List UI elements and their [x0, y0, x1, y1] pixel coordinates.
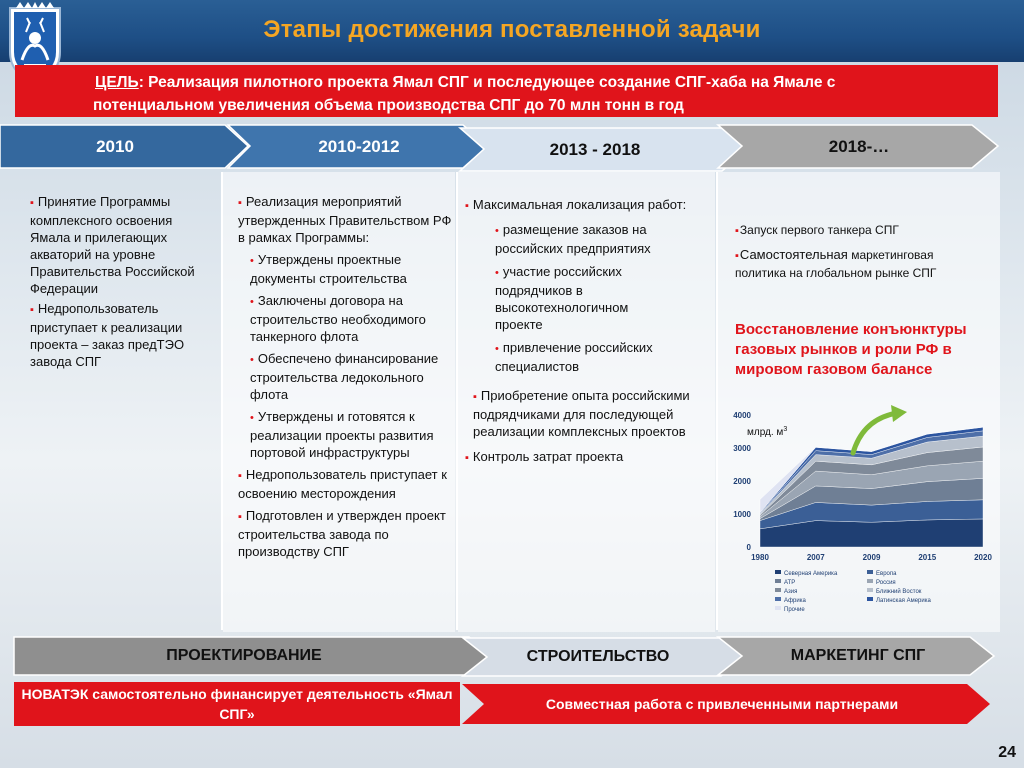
sub-list-item: • Утверждены проектные документы строительства [250, 252, 407, 286]
partners-label: Совместная работа с привлеченными партнерами [545, 696, 899, 712]
phase-label: ПРОЕКТИРОВАНИЕ [166, 647, 322, 664]
y-tick-label: 0 [746, 543, 751, 552]
list-item: ▪Запуск первого танкера СПГ [735, 223, 899, 237]
page-number: 24 [998, 744, 1016, 761]
legend-swatch [867, 579, 873, 583]
unit-label: млрд. $м^3$ [747, 426, 788, 438]
list-item: ▪ Реализация мероприятий утвержденных Правительством РФ в рамках Программы: [238, 194, 452, 245]
column-4-text [735, 222, 985, 282]
phase-label: МАРКЕТИНГ СПГ [790, 647, 926, 664]
legend-label: АТР [784, 580, 796, 586]
legend-swatch [775, 570, 781, 574]
list-item: ▪ Недропользователь приступает к освоению месторождения [238, 467, 447, 501]
sub-list-item: • Обеспечено финансирование строительства ледокольного флота [250, 351, 439, 402]
column-divider [221, 172, 223, 630]
stage-label: 2010-2012 [318, 137, 400, 156]
legend-label: Северная Америка [784, 571, 838, 577]
phase-label: СТРОИТЕЛЬСТВО [526, 648, 670, 665]
list-item: ▪ Принятие Программы комплексного освоения Ямала и прилегающих акваторий на уровне Правительства Российской Федерации [30, 194, 195, 296]
goal-label: ЦЕЛЬ [95, 74, 139, 91]
legend-swatch [867, 588, 873, 592]
y-tick-label: 2000 [733, 477, 751, 486]
goal-banner [15, 65, 998, 117]
sub-list-item: • привлечение российских специалистов [495, 340, 653, 374]
sub-list-item: • Заключены договора на строительство необходимого танкерного флота [250, 293, 426, 344]
column-divider [716, 172, 718, 630]
list-item: ▪ Приобретение опыта российскими подрядчиками для последующей реализации комплексных проектов [473, 388, 690, 439]
y-tick-label: 4000 [733, 411, 751, 420]
financing-note: НОВАТЭК самостоятельно финансирует деятельность «Ямал СПГ» [14, 682, 460, 726]
stage-label: 2018-… [828, 137, 890, 156]
goal-colon: : [138, 74, 144, 91]
phase-design [14, 637, 494, 675]
legend-swatch [867, 597, 873, 601]
x-tick-label: 2007 [806, 553, 825, 562]
legend-swatch [867, 570, 873, 574]
phase-construction [463, 638, 748, 676]
stage-2018 [718, 125, 1000, 168]
legend-swatch [775, 606, 781, 610]
sub-list-item: • участие российских подрядчиков в высокотехнологичном проекте [495, 264, 629, 332]
column-4-highlight: Восстановление конъюнктуры газовых рынков и роли РФ в мировом газовом балансе [735, 321, 967, 378]
legend-label: Азия [784, 589, 798, 595]
legend-label: Россия [876, 580, 896, 586]
legend-label: Африка [784, 598, 806, 604]
legend-label: Европа [876, 571, 897, 577]
goal-line-1: Реализация пилотного проекта Ямал СПГ и последующее создание СПГ-хаба на Ямале с [148, 74, 836, 91]
column-divider [456, 172, 458, 630]
sub-list-item: • размещение заказов на российских предприятиях [495, 222, 651, 256]
legend-label: Латинская Америка [876, 598, 931, 604]
stage-2010-2012 [228, 125, 490, 168]
stage-2010 [0, 125, 250, 168]
list-item: ▪ Подготовлен и утвержден проект строительства завода по производству СПГ [238, 508, 446, 559]
y-tick-label: 1000 [733, 510, 751, 519]
list-item: ▪ Недропользователь приступает к реализации проекта – заказ предТЭО завода СПГ [30, 301, 185, 369]
gas-balance-chart [735, 405, 995, 625]
column-2-text [238, 193, 453, 560]
legend-label: Прочие [784, 607, 805, 613]
column-3-text [465, 196, 713, 467]
list-item: ▪ Максимальная локализация работ: [465, 197, 687, 212]
list-item: ▪ Контроль затрат проекта [465, 449, 624, 464]
sub-list-item: • Утверждены и готовятся к реализации проекты развития портовой инфраструктуры [250, 409, 434, 460]
x-tick-label: 2015 [918, 553, 937, 562]
x-tick-label: 1980 [751, 553, 769, 562]
y-tick-label: 3000 [733, 444, 751, 453]
phase-marketing [718, 637, 998, 675]
stage-2013-2018 [460, 128, 750, 171]
page-title: Этапы достижения поставленной задачи [263, 16, 761, 43]
stage-label: 2010 [96, 137, 134, 156]
legend-swatch [775, 597, 781, 601]
partners-note [462, 684, 992, 724]
stage-label: 2013 - 2018 [549, 140, 641, 159]
list-item: ▪Самостоятельная маркетинговая политика на глобальном рынке СПГ [735, 247, 937, 280]
growth-arrow-head [891, 405, 907, 422]
legend-swatch [775, 579, 781, 583]
legend-swatch [775, 588, 781, 592]
x-tick-label: 2009 [862, 553, 881, 562]
column-1-text [30, 193, 210, 370]
x-tick-label: 2020 [974, 553, 992, 562]
legend-label: Ближний Восток [876, 589, 922, 595]
goal-line-2: потенциальном увеличения объема производства СПГ до 70 млн тонн в год [93, 97, 684, 114]
